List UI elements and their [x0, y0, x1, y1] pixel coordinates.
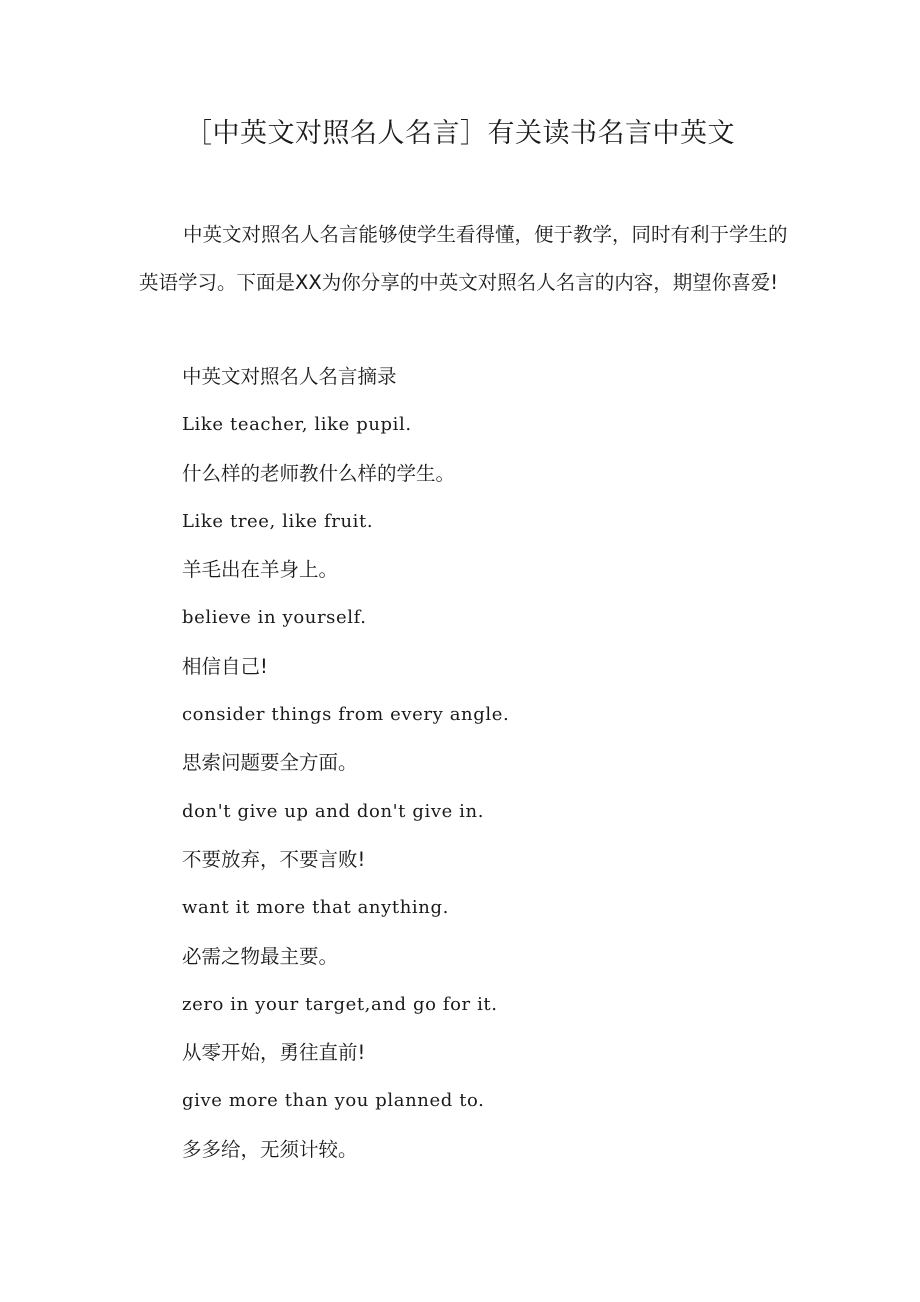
- quote-english: believe in yourself.: [182, 607, 367, 629]
- quote-english: want it more that anything.: [182, 897, 449, 919]
- quote-english: give more than you planned to.: [182, 1090, 485, 1112]
- intro-paragraph: 中英文对照名人名言能够使学生看得懂，便于教学，同时有利于学生的英语学习。下面是XX为你分享的中英文对照名人名言的内容，期望你喜爱!: [139, 223, 788, 295]
- quote-chinese: 多多给，无须计较。: [182, 1137, 358, 1161]
- section-heading: 中英文对照名人名言摘录: [182, 365, 397, 388]
- quote-english: zero in your target,and go for it.: [182, 993, 498, 1015]
- quote-chinese: 相信自己!: [182, 654, 268, 678]
- quote-english: consider things from every angle.: [182, 704, 510, 726]
- quote-english: Like tree, like fruit.: [182, 510, 374, 532]
- quote-list: [182, 353, 802, 1174]
- quote-english: Like teacher, like pupil.: [182, 414, 412, 436]
- quote-chinese: 思索问题要全方面。: [182, 751, 358, 775]
- document-title: ［中英文对照名人名言］有关读书名言中英文: [185, 118, 735, 149]
- quote-chinese: 羊毛出在羊身上。: [182, 558, 339, 582]
- quote-english: don't give up and don't give in.: [182, 800, 485, 822]
- quote-chinese: 必需之物最主要。: [182, 944, 339, 968]
- quote-chinese: 什么样的老师教什么样的学生。: [182, 461, 456, 485]
- quote-chinese: 从零开始，勇往直前!: [182, 1041, 366, 1065]
- quote-chinese: 不要放弃，不要言败!: [182, 847, 366, 871]
